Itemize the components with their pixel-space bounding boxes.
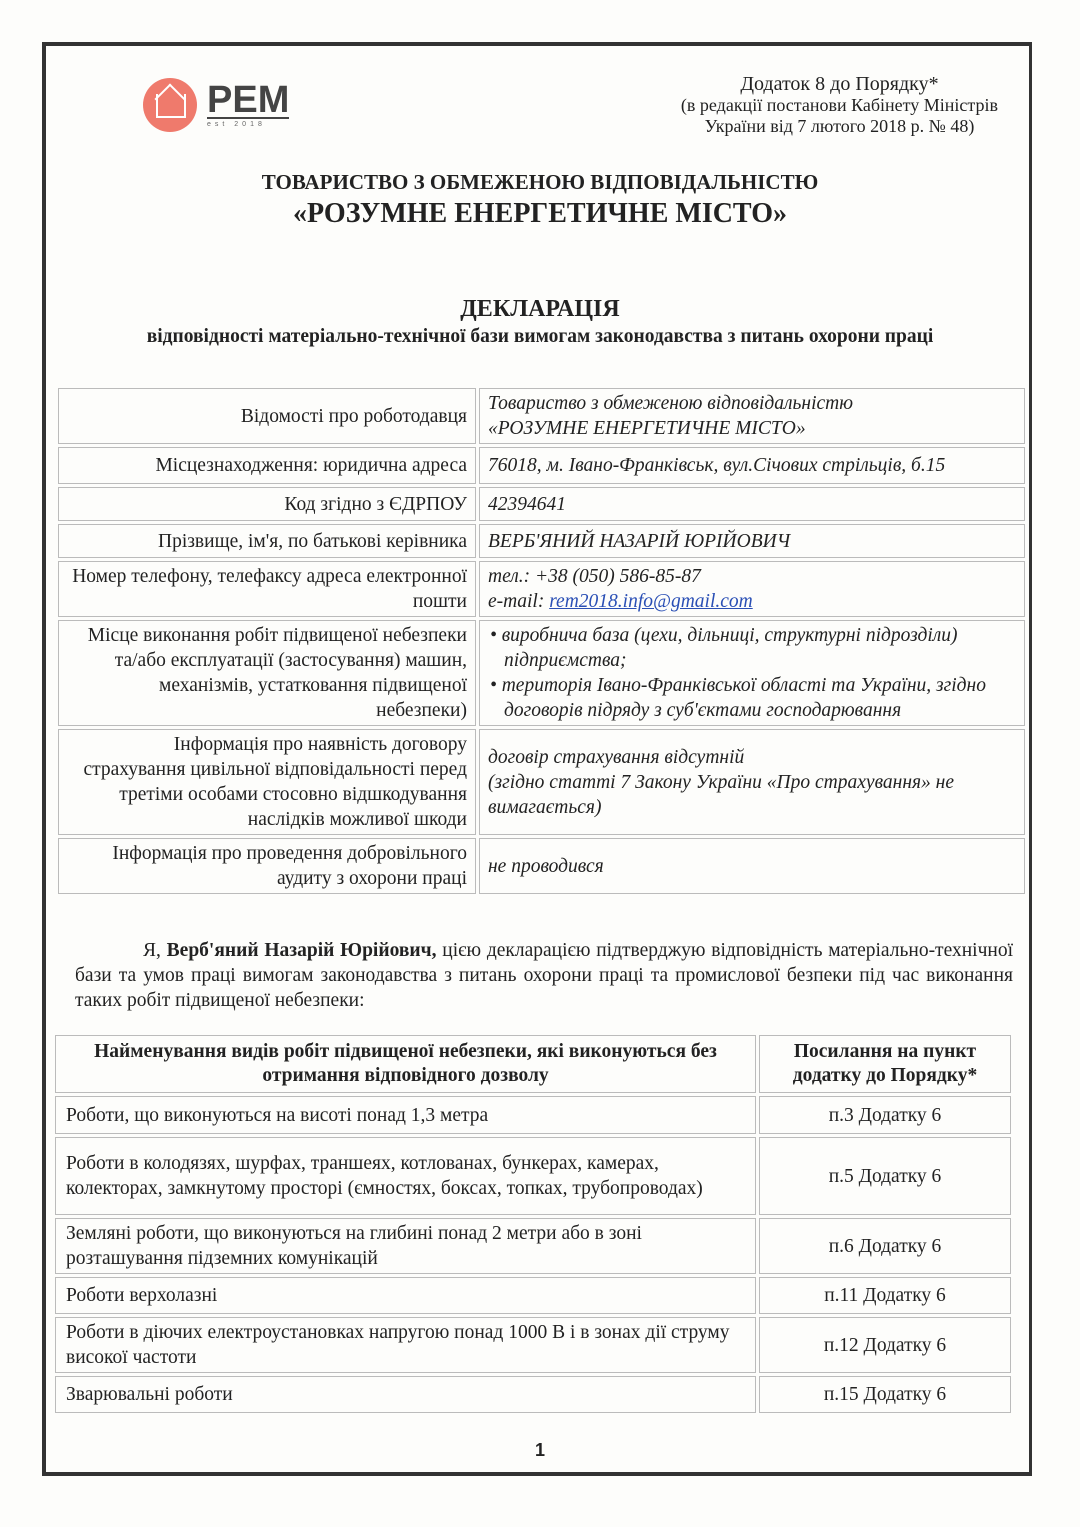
info-value-cell [479, 388, 1025, 444]
work-reference: п.11 Додатку 6 [759, 1277, 1011, 1314]
director-name: Верб'яний Назарій Юрійович, [166, 940, 437, 961]
info-value: Товариство з обмеженою відповідальністю [488, 393, 853, 414]
info-row [58, 838, 1025, 894]
info-value-cell [479, 561, 1025, 617]
info-label: Інформація про проведення добровільного аудиту з охорони праці [58, 838, 476, 894]
info-row [58, 447, 1025, 484]
info-label: Відомості про роботодавця [58, 388, 476, 444]
works-table [52, 1032, 1014, 1416]
info-label: Інформація про наявність договору страхування цивільної відповідальності перед третіми особами стосовно відшкодування наслідків можливої шкоди [58, 729, 476, 835]
info-value-cell [479, 447, 1025, 484]
work-name: Роботи, що виконуються на висоті понад 1,3 метра [55, 1096, 756, 1134]
annex-note [681, 74, 998, 137]
document-title: ДЕКЛАРАЦІЯ [460, 296, 620, 322]
bullet-item: • виробнича база (цехи, дільниці, структурні підрозділи) підприємства; [490, 625, 958, 671]
column-header-work: Найменування видів робіт підвищеної небезпеки, які виконуються без отримання відповідного дозволу [55, 1035, 756, 1093]
info-row [58, 620, 1025, 726]
work-reference: п.5 Додатку 6 [759, 1137, 1011, 1215]
work-name: Роботи верхолазні [55, 1277, 756, 1314]
info-label: Місце виконання робіт підвищеної небезпеки та/або експлуатації (застосування) машин, механізмів, устатковання підвищеної небезпеки) [58, 620, 476, 726]
info-label: Номер телефону, телефаксу адреса електронної пошти [58, 561, 476, 617]
info-label: Код згідно з ЄДРПОУ [58, 487, 476, 521]
info-value: 42394641 [488, 493, 566, 515]
info-value: договір страхування відсутній [488, 746, 745, 768]
table-row [55, 1277, 1011, 1314]
table-row [55, 1317, 1011, 1373]
annex-line: Додаток 8 до Порядку* [740, 73, 939, 95]
logo-text: РЕМ [207, 78, 290, 121]
employer-info-table [55, 385, 1028, 897]
annex-line: України від 7 лютого 2018 р. № 48) [704, 116, 975, 136]
info-value: (згідно статті 7 Закону України «Про страхування» не вимагається) [488, 771, 955, 818]
work-reference: п.12 Додатку 6 [759, 1317, 1011, 1373]
info-label: Прізвище, ім'я, по батькові керівника [58, 524, 476, 558]
info-value-cell [479, 620, 1025, 726]
org-name: «РОЗУМНЕ ЕНЕРГЕТИЧНЕ МІСТО» [292, 198, 788, 229]
info-value: ВЕРБ'ЯНИЙ НАЗАРІЙ ЮРІЙОВИЧ [488, 530, 791, 552]
phone: тел.: +38 (050) 586-85-87 [488, 566, 701, 587]
work-name: Зварювальні роботи [55, 1376, 756, 1413]
annex-line: (в редакції постанови Кабінету Міністрів [680, 95, 998, 115]
info-value: «РОЗУМНЕ ЕНЕРГЕТИЧНЕ МІСТО» [488, 418, 806, 439]
company-logo [143, 78, 289, 132]
info-row [58, 561, 1025, 617]
info-row [58, 524, 1025, 558]
email-link[interactable]: rem2018.info@gmail.com [549, 591, 753, 612]
column-header-reference: Посилання на пункт додатку до Порядку* [759, 1035, 1011, 1093]
logo-est: est 2018 [207, 117, 289, 128]
table-row [55, 1137, 1011, 1215]
org-type: ТОВАРИСТВО З ОБМЕЖЕНОЮ ВІДПОВІДАЛЬНІСТЮ [261, 170, 819, 194]
statement-paragraph [75, 938, 1013, 1013]
bullet-text: територія Івано-Франківської області та України, згідно договорів підряду з суб'єктами господарювання [501, 675, 986, 721]
info-row [58, 487, 1025, 521]
statement-text: цією декларацією підтверджую відповідність матеріально-технічної бази та умов праці вимогам законодавства з питань охорони праці та промислової безпеки під час виконання таких робіт підвищеної небезпеки: [75, 940, 1013, 1011]
info-value-cell [479, 524, 1025, 558]
statement-prefix: Я, [143, 940, 167, 961]
work-reference: п.15 Додатку 6 [759, 1376, 1011, 1413]
page-number: 1 [534, 1440, 545, 1460]
work-name: Земляні роботи, що виконуються на глибині понад 2 метри або в зоні розташування підземних комунікацій [55, 1218, 756, 1274]
info-value-cell [479, 487, 1025, 521]
house-bulb-icon [143, 78, 197, 132]
document-subtitle: відповідності матеріально-технічної бази вимогам законодавства з питань охорони праці [146, 326, 934, 347]
bullet-item: • територія Івано-Франківської області та України, згідно договорів підряду з суб'єктами господарювання [490, 675, 986, 721]
work-reference: п.6 Додатку 6 [759, 1218, 1011, 1274]
table-row [55, 1218, 1011, 1274]
work-name: Роботи в колодязях, шурфах, траншеях, котлованах, бункерах, камерах, колекторах, замкнутому просторі (ємностях, боксах, топках, трубопроводах) [55, 1137, 756, 1215]
info-row [58, 388, 1025, 444]
info-value-cell [479, 838, 1025, 894]
info-row [58, 729, 1025, 835]
table-row [55, 1376, 1011, 1413]
info-value: не проводився [488, 855, 604, 877]
email-label: e-mail: [488, 591, 550, 612]
table-row [55, 1096, 1011, 1134]
work-reference: п.3 Додатку 6 [759, 1096, 1011, 1134]
info-label: Місцезнаходження: юридична адреса [58, 447, 476, 484]
bullet-text: виробнича база (цехи, дільниці, структурні підрозділи) підприємства; [501, 625, 958, 671]
info-value-cell [479, 729, 1025, 835]
work-name: Роботи в діючих електроустановках напругою понад 1000 В і в зонах дії струму високої частоти [55, 1317, 756, 1373]
info-value: 76018, м. Івано-Франківськ, вул.Січових стрільців, б.15 [488, 455, 946, 476]
